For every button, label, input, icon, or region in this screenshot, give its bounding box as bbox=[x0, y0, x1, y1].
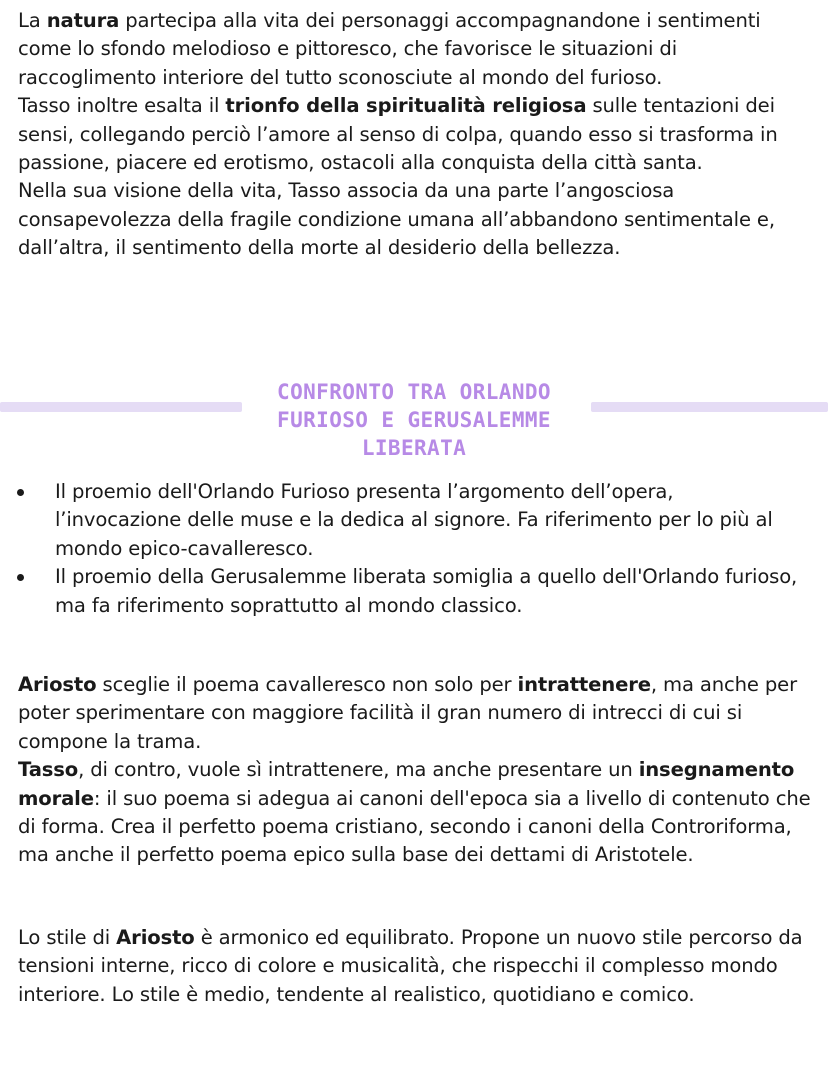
text-run: partecipa alla vita dei personaggi accompagnandone i sentimenti come lo sfondo melodioso e pittoresco, che favorisce le situazioni di raccoglimento interiore del tutto sconosciute al mondo del furioso. bbox=[18, 9, 761, 89]
title-line: LIBERATA bbox=[361, 436, 467, 460]
text-run: sceglie il poema cavalleresco non solo per bbox=[96, 673, 518, 696]
bold-term-spiritualita: trionfo della spiritualità religiosa bbox=[225, 94, 587, 118]
list-item-text: Il proemio della Gerusalemme liberata somiglia a quello dell'Orlando furioso, ma fa riferimento soprattutto al mondo classico. bbox=[55, 565, 798, 617]
bold-term-ariosto: Ariosto bbox=[116, 926, 195, 949]
section-title bbox=[232, 378, 596, 462]
list-item-text: Il proemio dell'Orlando Furioso presenta l’argomento dell’opera, l’invocazione delle muse e la dedica al signore. Fa riferimento per lo più al mondo epico-cavalleresco. bbox=[55, 480, 773, 560]
text-run: : il suo poema si adegua ai canoni dell'epoca sia a livello di contenuto che di forma. Crea il perfetto poema cristiano, secondo i canoni della Controriforma, ma anche il perfetto poema epico sulla base dei dettami di Aristotele. bbox=[18, 786, 811, 867]
bold-term-intrattenere: intrattenere bbox=[517, 673, 651, 696]
bold-term-ariosto: Ariosto bbox=[18, 673, 97, 696]
title-line: FURIOSO E GERUSALEMME bbox=[277, 408, 551, 432]
text-run: Tasso inoltre esalta il bbox=[18, 94, 226, 118]
list-item bbox=[0, 563, 828, 620]
bold-term-natura: natura bbox=[46, 9, 120, 32]
bold-term-insegnamento: insegnamento morale bbox=[18, 758, 795, 810]
divider-left bbox=[0, 402, 242, 412]
text-run: La bbox=[18, 9, 47, 32]
bullet-icon bbox=[17, 489, 24, 496]
comparison-paragraph bbox=[18, 671, 814, 870]
intro-paragraph bbox=[18, 7, 814, 263]
section-heading bbox=[0, 376, 828, 470]
bullet-icon bbox=[17, 574, 24, 581]
text-run: , ma anche per poter sperimentare con maggiore facilità il gran numero di intrecci di cui si compone la trama. bbox=[18, 673, 797, 753]
text-run: è armonico ed equilibrato. Propone un nuovo stile percorso da tensioni interne, ricco di colore e musicalità, che rispecchi il complesso mondo interiore. Lo stile è medio, tendente al realistico, quotidiano e comico. bbox=[18, 926, 803, 1006]
bullet-list bbox=[0, 478, 828, 620]
text-run: Lo stile di bbox=[18, 926, 117, 949]
title-line: CONFRONTO TRA ORLANDO bbox=[277, 380, 551, 404]
bold-term-tasso: Tasso bbox=[18, 758, 79, 782]
style-paragraph bbox=[18, 924, 814, 1009]
text-run: Nella sua visione della vita, Tasso associa da una parte l’angosciosa consapevolezza della fragile condizione umana all’abbandono sentimentale e, dall’altra, il sentimento della morte al desiderio della bellezza. bbox=[18, 179, 775, 260]
text-run: , di contro, vuole sì intrattenere, ma anche presentare un bbox=[78, 758, 639, 782]
text-run: sulle tentazioni dei sensi, collegando perciò l’amore al senso di colpa, quando esso si trasforma in passione, piacere ed erotismo, ostacoli alla conquista della città santa. bbox=[18, 94, 778, 175]
divider-right bbox=[591, 402, 828, 412]
list-item bbox=[0, 478, 828, 563]
